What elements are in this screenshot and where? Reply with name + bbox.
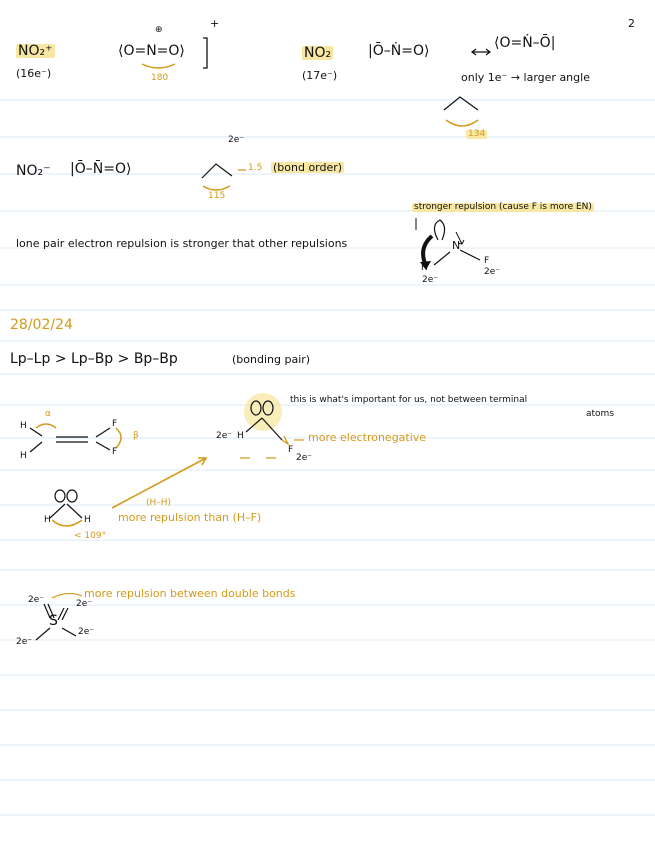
electrons-f: 2e⁻ [484, 267, 501, 277]
beta-label: β [133, 431, 139, 441]
alkene-h-top: H [20, 421, 27, 431]
bond-order-label: (bond order) [273, 161, 343, 174]
page-number: 2 [628, 17, 635, 30]
more-electronegative-note: more electronegative [308, 431, 427, 444]
repulsion-order: Lp–Lp > Lp–Bp > Bp–Bp [10, 351, 178, 367]
electrons-h: 2e⁻ [422, 275, 439, 285]
alpha-arc [36, 424, 56, 428]
lone-pair-rule: lone pair electron repulsion is stronger that other repulsions [16, 237, 348, 250]
angle-arc-180 [142, 64, 175, 68]
angle-115-label: 115 [208, 191, 226, 201]
more-repulsion-hf: more repulsion than (H–F) [118, 511, 262, 524]
no2-plus-electrons: (16e⁻) [16, 67, 52, 80]
s-electrons-3: 2e⁻ [78, 627, 95, 637]
angle-180-label: 180 [151, 73, 169, 83]
no2-resonance-left: |Ō–Ṅ=O⟩ [368, 43, 430, 59]
alkene-f-bottom: F [112, 447, 118, 457]
bent-no2-minus [202, 164, 232, 178]
angle-134-label: 134 [468, 129, 486, 139]
no2-electrons: (17e⁻) [302, 69, 338, 82]
highlight-circle [244, 393, 282, 431]
center-e-left: 2e⁻ [216, 431, 233, 441]
no2-minus-structure: |Ō–N̄=O⟩ [70, 161, 132, 177]
bent-no2 [444, 97, 478, 110]
water-h-left: H [44, 515, 51, 525]
angle-109-label: < 109° [74, 531, 107, 541]
stronger-repulsion-note: stronger repulsion (cause F is more EN) [414, 202, 592, 212]
s-electrons-1: 2e⁻ [28, 595, 45, 605]
resonance-arrow [472, 49, 490, 55]
important-note-atoms: atoms [586, 409, 615, 419]
double-bond-note: more repulsion between double bonds [84, 587, 296, 600]
angle-arc-115 [203, 186, 230, 190]
center-f: F [288, 445, 294, 455]
ion-charge: + [210, 17, 220, 30]
bracket [203, 38, 207, 68]
water-h-right: H [84, 515, 91, 525]
atom-n: N [452, 239, 461, 252]
alpha-label: α [45, 409, 51, 419]
angle-arc-134 [446, 120, 478, 126]
no2-plus-structure: ⟨O=N=O⟩ [118, 43, 185, 59]
plus-charge-circle: ⊕ [155, 25, 163, 35]
center-e-right: 2e⁻ [296, 453, 313, 463]
no2-resonance-right: ⟨O=Ṅ–Ō| [494, 35, 556, 51]
no2-minus-label: NO₂⁻ [16, 163, 51, 179]
arrow-to-f [282, 436, 288, 444]
center-h: H [237, 431, 244, 441]
no2-plus-label: NO₂⁺ [18, 43, 53, 59]
s-electrons-4: 2e⁻ [16, 637, 33, 647]
atom-h: H [421, 263, 428, 273]
bond-order-value: 1.5 [248, 163, 263, 173]
hh-label: (H–H) [146, 498, 172, 508]
alkene-h-bottom: H [20, 451, 27, 461]
angle-arc-109 [52, 520, 82, 526]
date-heading: 28/02/24 [10, 317, 73, 333]
s-electrons-2: 2e⁻ [76, 599, 93, 609]
water-drawing [50, 490, 82, 518]
alkene-f-top: F [112, 419, 118, 429]
alkene-drawing [30, 428, 110, 452]
bonding-pair-note: (bonding pair) [232, 353, 311, 366]
lone-pair-electrons: 2e⁻ [228, 135, 245, 145]
atom-s: S [49, 613, 58, 629]
no2-label: NO₂ [304, 45, 332, 61]
atom-f: F [484, 256, 490, 266]
double-bond-arrow [52, 593, 82, 598]
larger-angle-note: only 1e⁻ → larger angle [461, 71, 590, 84]
important-note: this is what's important for us, not between terminal [290, 395, 528, 405]
